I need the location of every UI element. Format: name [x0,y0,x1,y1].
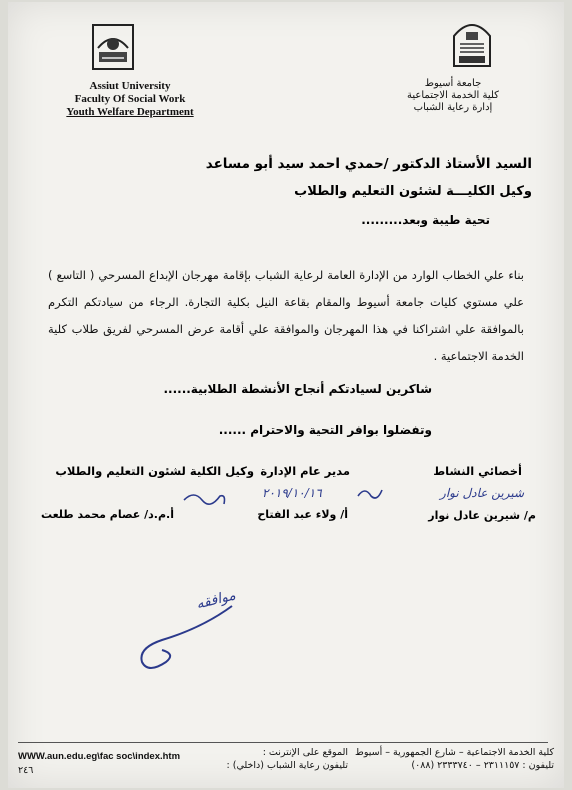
signature-title-activity: أخصائي النشاط [433,464,522,478]
signature-title-director: مدير عام الإدارة [260,464,350,478]
handwritten-name-activity: شيرين عادل نوار [440,486,524,500]
footer-phone-ext: ٢٤٦ [18,765,34,776]
en-university: Assiut University [89,80,171,92]
handwritten-date: ٢٠١٩/١٠/١٦ [262,486,322,500]
footer-website-url: WWW.aun.edu.eg\fac soc\index.htm [18,751,181,762]
approval-signature [132,600,242,680]
signature-title-vice-dean: وكيل الكلية لشئون التعليم والطلاب [55,464,254,478]
footer-phone-label: تليفون رعاية الشباب (داخلي) : [226,760,348,771]
thanks-line: شاكرين لسيادتكم أنجاح الأنشطة الطلابية...... [163,382,432,396]
footer-divider [18,742,548,743]
signature-name-director: أ/ ولاء عبد الفتاح [257,508,348,521]
header-english [40,80,220,119]
director-signature-scribble [355,484,385,504]
approval-handwritten-word: موافقه [194,587,238,613]
en-faculty: Faculty Of Social Work [74,93,186,105]
addressee: السيد الأستاذ الدكتور /حمدي احمد سيد أبو مساعد [205,156,532,172]
ar-faculty: كلية الخدمة الاجتماعية [407,90,499,101]
ar-department: إدارة رعاية الشباب [413,102,493,113]
regards-line: وتفضلوا بوافر التحية والاحترام ...... [218,423,432,437]
header-arabic [378,78,528,114]
en-department: Youth Welfare Department [66,106,194,118]
footer-address-line2: تليفون : ٢٣١١١٥٧ – ٢٣٣٣٧٤٠ (٠٨٨) [411,760,554,771]
footer-website-label: الموقع على الإنترنت : [262,747,348,758]
greeting: تحية طيبة وبعد......... [361,213,490,227]
addressee-title: وكيل الكليـــة لشئون التعليم والطلاب [294,184,532,199]
faculty-logo [90,22,136,72]
letter-body: بناء علي الخطاب الوارد من الإدارة العامة لرعاية الشباب بإقامة مهرجان الإبداع المسرحي ( التاسع ) علي مستوي كليات جامعة أسيوط والمقام بقاعة النيل بكلية التجارة. الرجاء من سيادتكم التكرم بالموافقة علي اشتراكنا في هذا المهرجان والموافقة علي أقامة عرض المسرحي لفريق طلاب كلية الخدمة الاجتماعية . [48,268,524,363]
vice-dean-signature-scribble [180,486,230,510]
signature-name-activity: م/ شيرين عادل نوار [428,509,536,522]
ar-university: جامعة أسيوط [424,78,482,89]
university-logo [450,18,494,70]
footer-address-line1: كلية الخدمة الاجتماعية – شارع الجمهورية – أسيوط [355,747,554,758]
signature-name-vice-dean: أ.م.د/ عصام محمد طلعت [40,508,174,521]
